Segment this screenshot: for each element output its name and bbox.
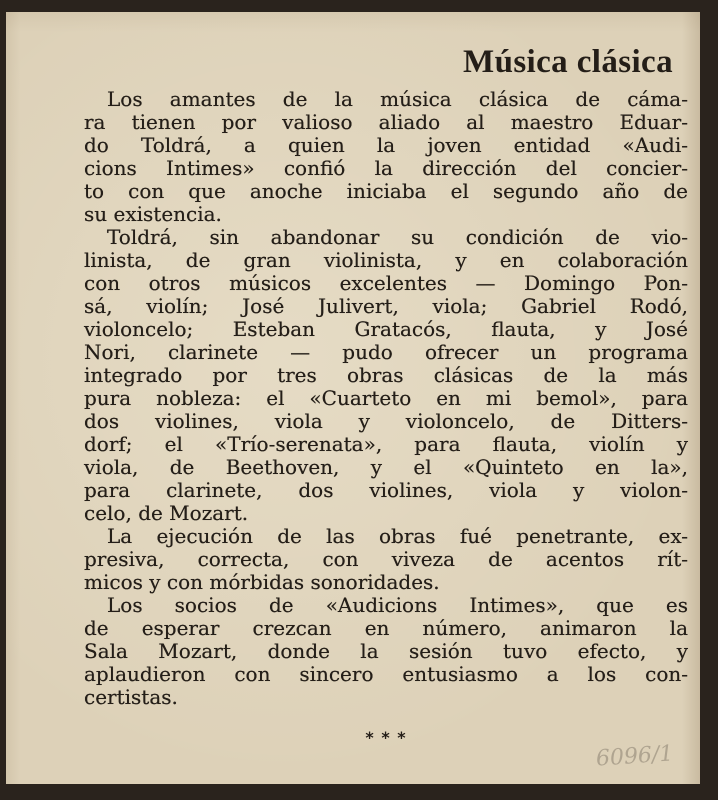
text-line: para clarinete, dos violines, viola y violon- (84, 478, 688, 502)
text-line: Toldrá, sin abandonar su condición de vio- (107, 225, 688, 249)
paragraph-2 (84, 226, 688, 525)
article-body (84, 88, 688, 709)
text-line: Nori, clarinete — pudo ofrecer un programa (84, 340, 688, 364)
text-line: integrado por tres obras clásicas de la más (84, 363, 688, 387)
text-line: Los socios de «Audicions Intimes», que es (107, 593, 688, 617)
text-line: de esperar crezcan en número, animaron la (84, 616, 688, 640)
text-line: La ejecución de las obras fué penetrante, ex- (107, 524, 688, 548)
text-line: micos y con mórbidas sonoridades. (84, 570, 440, 594)
paragraph-4 (84, 594, 688, 709)
text-line: su existencia. (84, 202, 222, 226)
text-line: dorf; el «Trío-serenata», para flauta, violín y (84, 432, 688, 456)
text-line: sá, violín; José Julivert, viola; Gabriel Rodó, (84, 294, 688, 318)
text-line: aplaudieron con sincero entusiasmo a los con- (84, 662, 688, 686)
article-title: Música clásica (463, 44, 673, 80)
section-separator: * * * (365, 728, 407, 747)
text-line: linista, de gran violinista, y en colaboración (84, 248, 688, 272)
text-line: presiva, correcta, con viveza de acentos rít- (84, 547, 688, 571)
text-line: ra tienen por valioso aliado al maestro Eduar- (84, 110, 688, 134)
paragraph-3 (84, 525, 688, 594)
text-line: celo, de Mozart. (84, 501, 249, 525)
text-line: pura nobleza: el «Cuarteto en mi bemol», para (84, 386, 688, 410)
newspaper-clipping (6, 12, 700, 784)
text-line: Los amantes de la música clásica de cáma- (107, 87, 688, 111)
paragraph-1 (84, 88, 688, 226)
text-line: cions Intimes» confió la dirección del concier- (84, 156, 688, 180)
handwritten-note: 6096/1 (595, 741, 675, 772)
text-line: do Toldrá, a quien la joven entidad «Audi- (84, 133, 688, 157)
text-line: certistas. (84, 685, 178, 709)
text-line: to con que anoche iniciaba el segundo año de (84, 179, 688, 203)
text-line: Sala Mozart, donde la sesión tuvo efecto, y (84, 639, 688, 663)
text-line: viola, de Beethoven, y el «Quinteto en la», (84, 455, 688, 479)
text-line: con otros músicos excelentes — Domingo Pon- (84, 271, 688, 295)
text-line: dos violines, viola y violoncelo, de Ditters- (84, 409, 688, 433)
text-line: violoncelo; Esteban Gratacós, flauta, y José (84, 317, 688, 341)
